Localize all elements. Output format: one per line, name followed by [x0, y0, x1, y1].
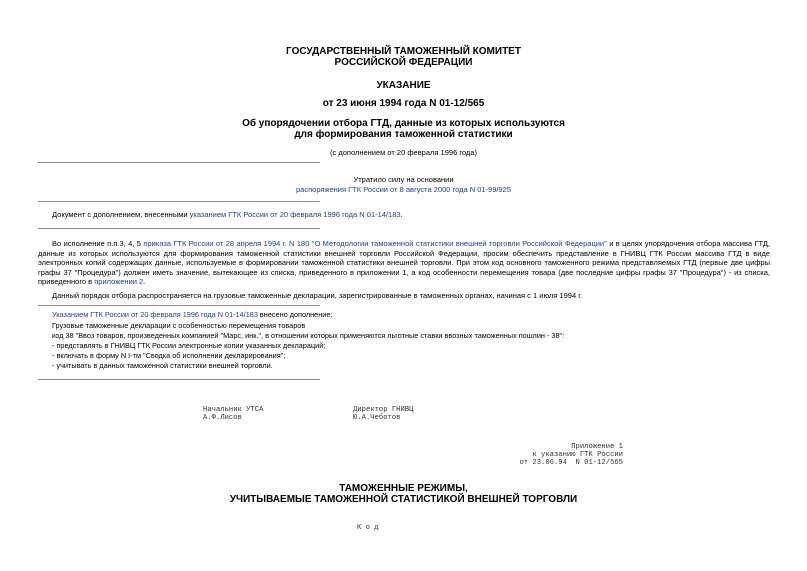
divider: [38, 228, 320, 229]
validity-link[interactable]: распоряжения ГТК России от 8 августа 2000 года N 01-99/925: [296, 185, 511, 194]
appendix2-link[interactable]: приложении 2: [94, 277, 144, 287]
order-link[interactable]: приказа ГТК России от 28 апреля 1994 г. N 180 "О Методологии таможенной статистики внешней торговли Российской Федерации": [143, 239, 607, 248]
org-name-line1: ГОСУДАРСТВЕННЫЙ ТАМОЖЕННЫЙ КОМИТЕТ: [286, 46, 521, 57]
doc-date: от 23 июня 1994 года N 01-12/565: [322, 98, 485, 109]
appendix-title-line1: ТАМОЖЕННЫЕ РЕЖИМЫ,: [339, 483, 468, 494]
divider: [38, 305, 320, 306]
divider: [38, 162, 320, 163]
para1-prefix: Во исполнение п.п.3, 4, 5: [52, 239, 144, 248]
validity-line: [0, 185, 807, 194]
doc-type: УКАЗАНИЕ: [376, 80, 431, 91]
signature-left-name: А.Ф.Лисов: [203, 414, 242, 422]
addition-link[interactable]: Указанием ГТК России от 20 февраля 1996 года N 01-14/183: [52, 310, 258, 319]
addition-line1: [52, 310, 332, 319]
addition-line4: - представлять в ГНИВЦ ГТК России электронные копии указанных деклараций;: [52, 341, 326, 350]
amended-prefix: Документ с дополнением, внесенными: [52, 210, 190, 219]
table-header-code: К о д: [357, 524, 379, 532]
appendix-ref-line3: от 23.06.94 N 01-12/565: [519, 459, 623, 467]
org-name-line2: РОССИЙСКОЙ ФЕДЕРАЦИИ: [334, 57, 473, 68]
signature-left-title: Начальник УТСА: [203, 406, 264, 414]
divider: [38, 201, 320, 202]
appendix-title-line2: УЧИТЫВАЕМЫЕ ТАМОЖЕННОЙ СТАТИСТИКОЙ ВНЕШНЕЙ ТОРГОВЛИ: [229, 494, 578, 505]
addition-line6: - учитывать в данных таможенной статистики внешней торговли.: [52, 361, 273, 370]
amended-suffix: .: [400, 210, 403, 219]
appendix-ref-line2: к указанию ГТК России: [532, 451, 623, 459]
doc-title-line2: для формирования таможенной статистики: [294, 129, 513, 140]
scope-paragraph: Данный порядок отбора распространяется на грузовые таможенные декларации, зарегистрированные в таможенных органах, начиная с 1 июля 1994 г.: [52, 291, 583, 300]
amended-link[interactable]: указанием ГТК России от 20 февраля 1996 года N 01-14/183: [189, 210, 401, 219]
para1-suffix: .: [143, 277, 146, 287]
amended-note: [52, 210, 770, 220]
divider: [38, 379, 320, 380]
doc-title-line1: Об упорядочении отбора ГТД, данные из которых используются: [242, 118, 565, 129]
validity-text: Утратило силу на основании: [353, 175, 454, 184]
signature-right-title: Директор ГНИВЦ: [353, 406, 414, 414]
addition-link-suffix: внесено дополнение:: [257, 310, 333, 319]
appendix-ref-line1: Приложение 1: [571, 443, 623, 451]
amendment-note: (с дополнением от 20 февраля 1996 года): [330, 148, 477, 157]
para1-middle: и в целях упорядочения отбора массива ГТД, данные из которых используются для формирования таможенной статистики внешней торговли Российской Федерации, просим обеспечить представление в ГНИВЦ ГТК России массива ГТД в виде электронных копий содержащих данные, используемые в формировании таможенной статистики внешней торговли. При этом код основного таможенного режима представляемых ГТД (первые две цифры графы 37 "Процедура") должен иметь значение, вытекающее из списка, приведенного в приложении 1, а код особенности перемещения товара (две последние цифры графы 37 "Процедура") - из списка, приведенного в: [38, 239, 771, 287]
main-paragraph: [38, 239, 770, 287]
addition-line3: код 38 "Ввоз товаров, произведенных компанией "Марс, инк.", в отношении которых применяются льготные ставки ввозных таможенных пошлин - 38":: [52, 331, 565, 340]
addition-line5: - включать в форму N I-тм "Сводка об исполнении декларирования";: [52, 351, 286, 360]
addition-line2: Грузовые таможенные декларации с особенностью перемещения товаров: [52, 321, 306, 330]
signature-right-name: Ю.А.Чеботов: [353, 414, 401, 422]
